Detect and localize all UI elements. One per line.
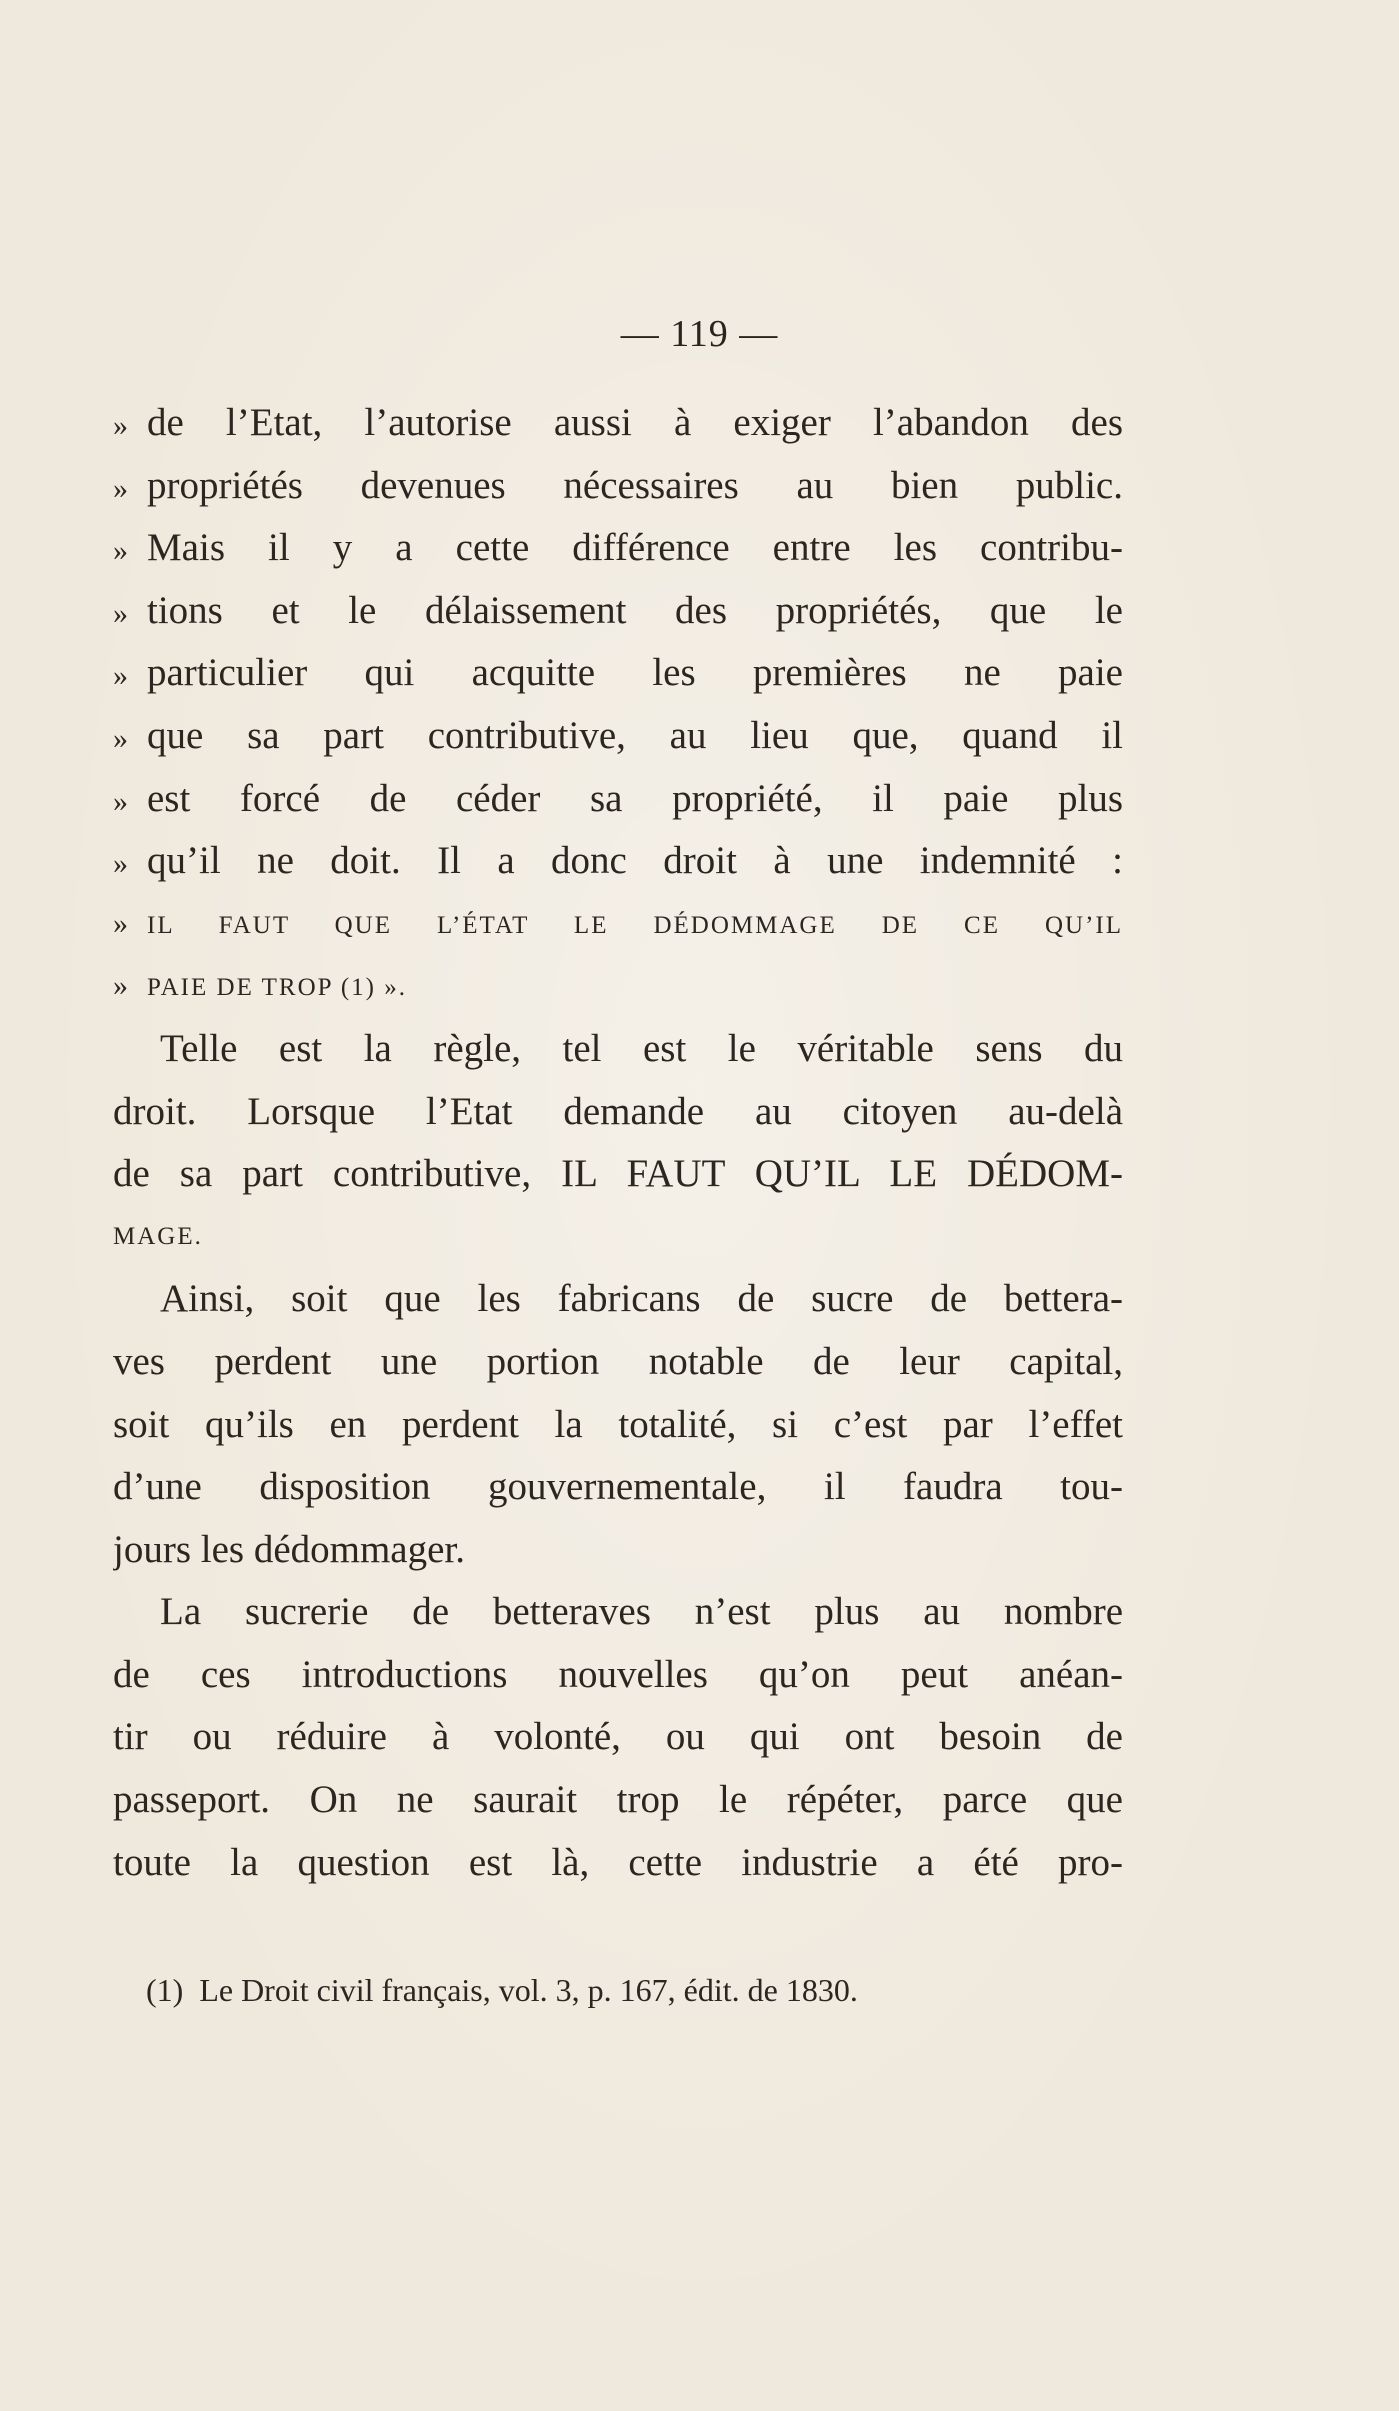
paragraph-line: d’une disposition gouvernementale, il faudra tou- [113, 1465, 1123, 1509]
paragraph-line: Telle est la règle, tel est le véritable sens du [160, 1026, 1123, 1070]
quoted-line [113, 580, 1123, 643]
quote-mark: » [113, 721, 128, 755]
quote-mark: » [113, 847, 128, 881]
quoted-line [113, 517, 1123, 580]
quoted-line-text: Mais il y a cette différence entre les contribu- [147, 526, 1123, 570]
paragraph-line: ves perdent une portion notable de leur capital, [113, 1339, 1123, 1383]
body-text [113, 392, 1123, 1894]
quoted-line-text: IL FAUT QUE L’ÉTAT LE DÉDOMMAGE DE CE QU’IL [147, 911, 1123, 939]
quoted-line [113, 705, 1123, 768]
paragraph-line: soit qu’ils en perdent la totalité, si c’est par l’effet [113, 1402, 1123, 1446]
paragraph-line: Ainsi, soit que les fabricans de sucre de bettera- [160, 1277, 1123, 1321]
quoted-line-text: PAIE DE TROP (1) ». [147, 974, 408, 1002]
paragraph-line: tir ou réduire à volonté, ou qui ont besoin de [113, 1715, 1123, 1759]
quote-mark: » [113, 534, 128, 568]
quote-mark: » [113, 659, 128, 693]
quoted-line [113, 392, 1123, 455]
quoted-line-small-caps [113, 955, 1123, 1018]
quoted-line [113, 455, 1123, 518]
quoted-line [113, 642, 1123, 705]
quoted-line-text: que sa part contributive, au lieu que, quand il [147, 713, 1123, 757]
quoted-line [113, 830, 1123, 893]
quoted-line-text: de l’Etat, l’autorise aussi à exiger l’abandon des [147, 401, 1123, 444]
quoted-line-text: particulier qui acquitte les premières ne paie [147, 651, 1123, 695]
paragraph-line: La sucrerie de betteraves n’est plus au nombre [160, 1590, 1123, 1634]
paragraph-line: droit. Lorsque l’Etat demande au citoyen au-delà [113, 1089, 1123, 1133]
page-number: — 119 — [620, 313, 779, 355]
quote-mark: » [113, 471, 128, 505]
quoted-line-text: propriétés devenues nécessaires au bien public. [147, 463, 1123, 507]
quoted-line [113, 768, 1123, 831]
paragraph-line: de sa part contributive, IL FAUT QU’IL LE DÉDOM- [113, 1152, 1123, 1196]
paragraph-line: de ces introductions nouvelles qu’on peut anéan- [113, 1652, 1123, 1696]
paragraph-line: MAGE. [113, 1222, 203, 1250]
quoted-line-text: tions et le délaissement des propriétés, que le [147, 588, 1123, 632]
footnote [146, 1972, 1096, 2009]
quoted-line-text: est forcé de céder sa propriété, il paie plus [147, 776, 1123, 820]
quote-mark: » [113, 784, 128, 818]
quote-mark: » [113, 906, 128, 940]
quote-mark: » [113, 409, 128, 442]
quote-mark: » [113, 596, 128, 630]
quote-mark: » [113, 969, 128, 1003]
paragraph-line: toute la question est là, cette industrie a été pro- [113, 1840, 1123, 1884]
footnote-text: Le Droit civil français, vol. 3, p. 167, édit. de 1830. [199, 1972, 858, 2008]
paragraph-line: jours les dédommager. [113, 1527, 466, 1571]
footnote-marker: (1) [146, 1972, 184, 2008]
quoted-line-text: qu’il ne doit. Il a donc droit à une indemnité : [147, 839, 1123, 883]
quoted-line-small-caps [113, 893, 1123, 956]
paragraph-line: passeport. On ne saurait trop le répéter, parce que [113, 1778, 1123, 1822]
